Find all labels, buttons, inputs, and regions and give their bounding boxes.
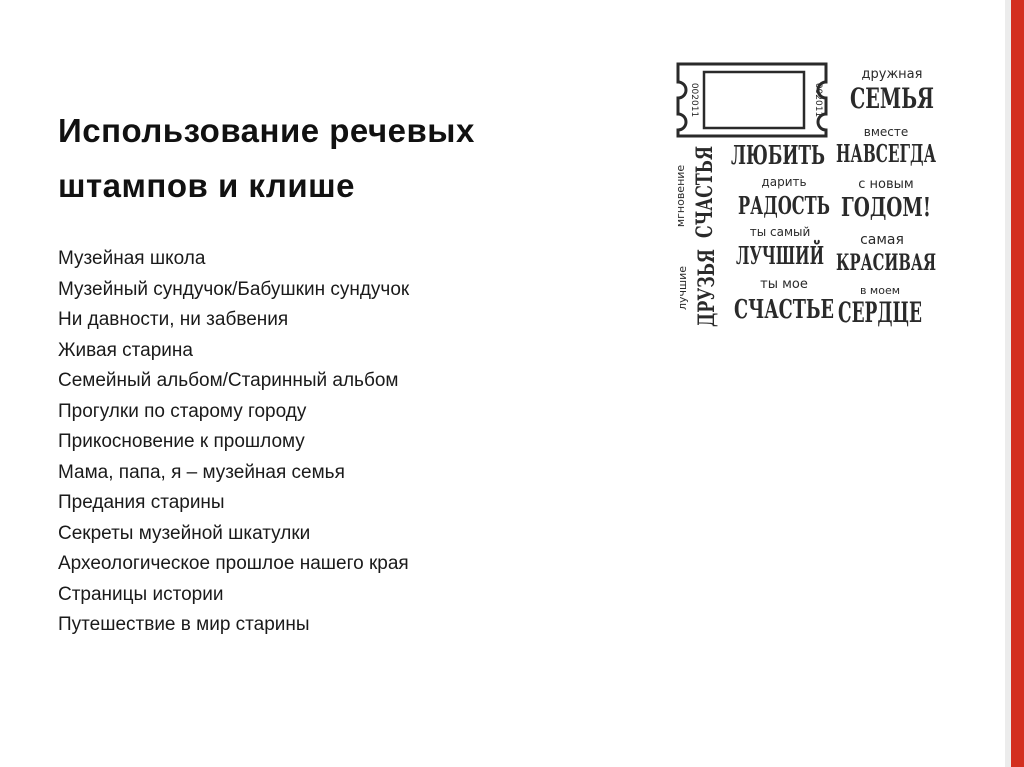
word-serdtse: СЕРДЦЕ (838, 296, 922, 329)
phrase-list (58, 244, 409, 641)
stamp-word-collage (668, 56, 946, 346)
slide-title (58, 103, 638, 213)
list-item: Ни давности, ни забвения (58, 309, 289, 330)
word-lyubit: ЛЮБИТЬ (731, 141, 825, 171)
word-darit: дарить (761, 175, 807, 189)
list-item: Археологическое прошлое нашего края (58, 553, 409, 574)
ticket-number-right: 002011 (813, 82, 823, 118)
ticket-stamp (678, 64, 826, 136)
list-item: Живая старина (58, 339, 193, 361)
ticket-number-left: 002011 (689, 82, 699, 118)
list-item: Семейный альбом/Старинный альбом (58, 370, 399, 391)
word-druzhnaya: дружная (861, 67, 923, 82)
title-line-2: штампов и клише (58, 167, 355, 204)
list-item: Мама, папа, я – музейная семья (58, 461, 345, 483)
word-semya: СЕМЬЯ (850, 82, 934, 115)
list-item: Прогулки по старому городу (58, 400, 307, 422)
word-s-novym: с новым (858, 177, 914, 192)
word-ty-moe: ты мое (760, 277, 808, 292)
word-godom: ГОДОМ! (841, 193, 931, 223)
word-vmeste: вместе (863, 125, 909, 139)
list-item: Музейный сундучок/Бабушкин сундучок (58, 278, 410, 300)
title-line-1: Использование речевых (58, 112, 475, 149)
list-item: Путешествие в мир старины (58, 614, 310, 635)
word-navsegda: НАВСЕГДА (836, 139, 937, 168)
list-item: Предания старины (58, 492, 225, 513)
word-krasivaya: КРАСИВАЯ (836, 250, 936, 276)
list-item: Прикосновение к прошлому (58, 431, 305, 452)
accent-bar (1011, 0, 1024, 767)
list-item: Музейная школа (58, 248, 206, 269)
word-luchshie: лучшие (676, 265, 689, 311)
word-schastya: СЧАСТЬЯ (692, 111, 718, 238)
word-v-moem: в моем (859, 284, 901, 297)
word-radost: РАДОСТЬ (738, 191, 830, 220)
word-ty-samyi: ты самый (749, 225, 811, 239)
word-schastye: СЧАСТЬЕ (734, 295, 834, 325)
list-item: Страницы истории (58, 583, 224, 605)
word-druzya: ДРУЗЬЯ (694, 219, 720, 327)
word-luchshiy: ЛУЧШИЙ (736, 241, 875, 270)
list-item: Секреты музейной шкатулки (58, 522, 311, 544)
word-mgnovenie: мгновение (674, 164, 687, 228)
word-samaya: самая (860, 232, 904, 248)
